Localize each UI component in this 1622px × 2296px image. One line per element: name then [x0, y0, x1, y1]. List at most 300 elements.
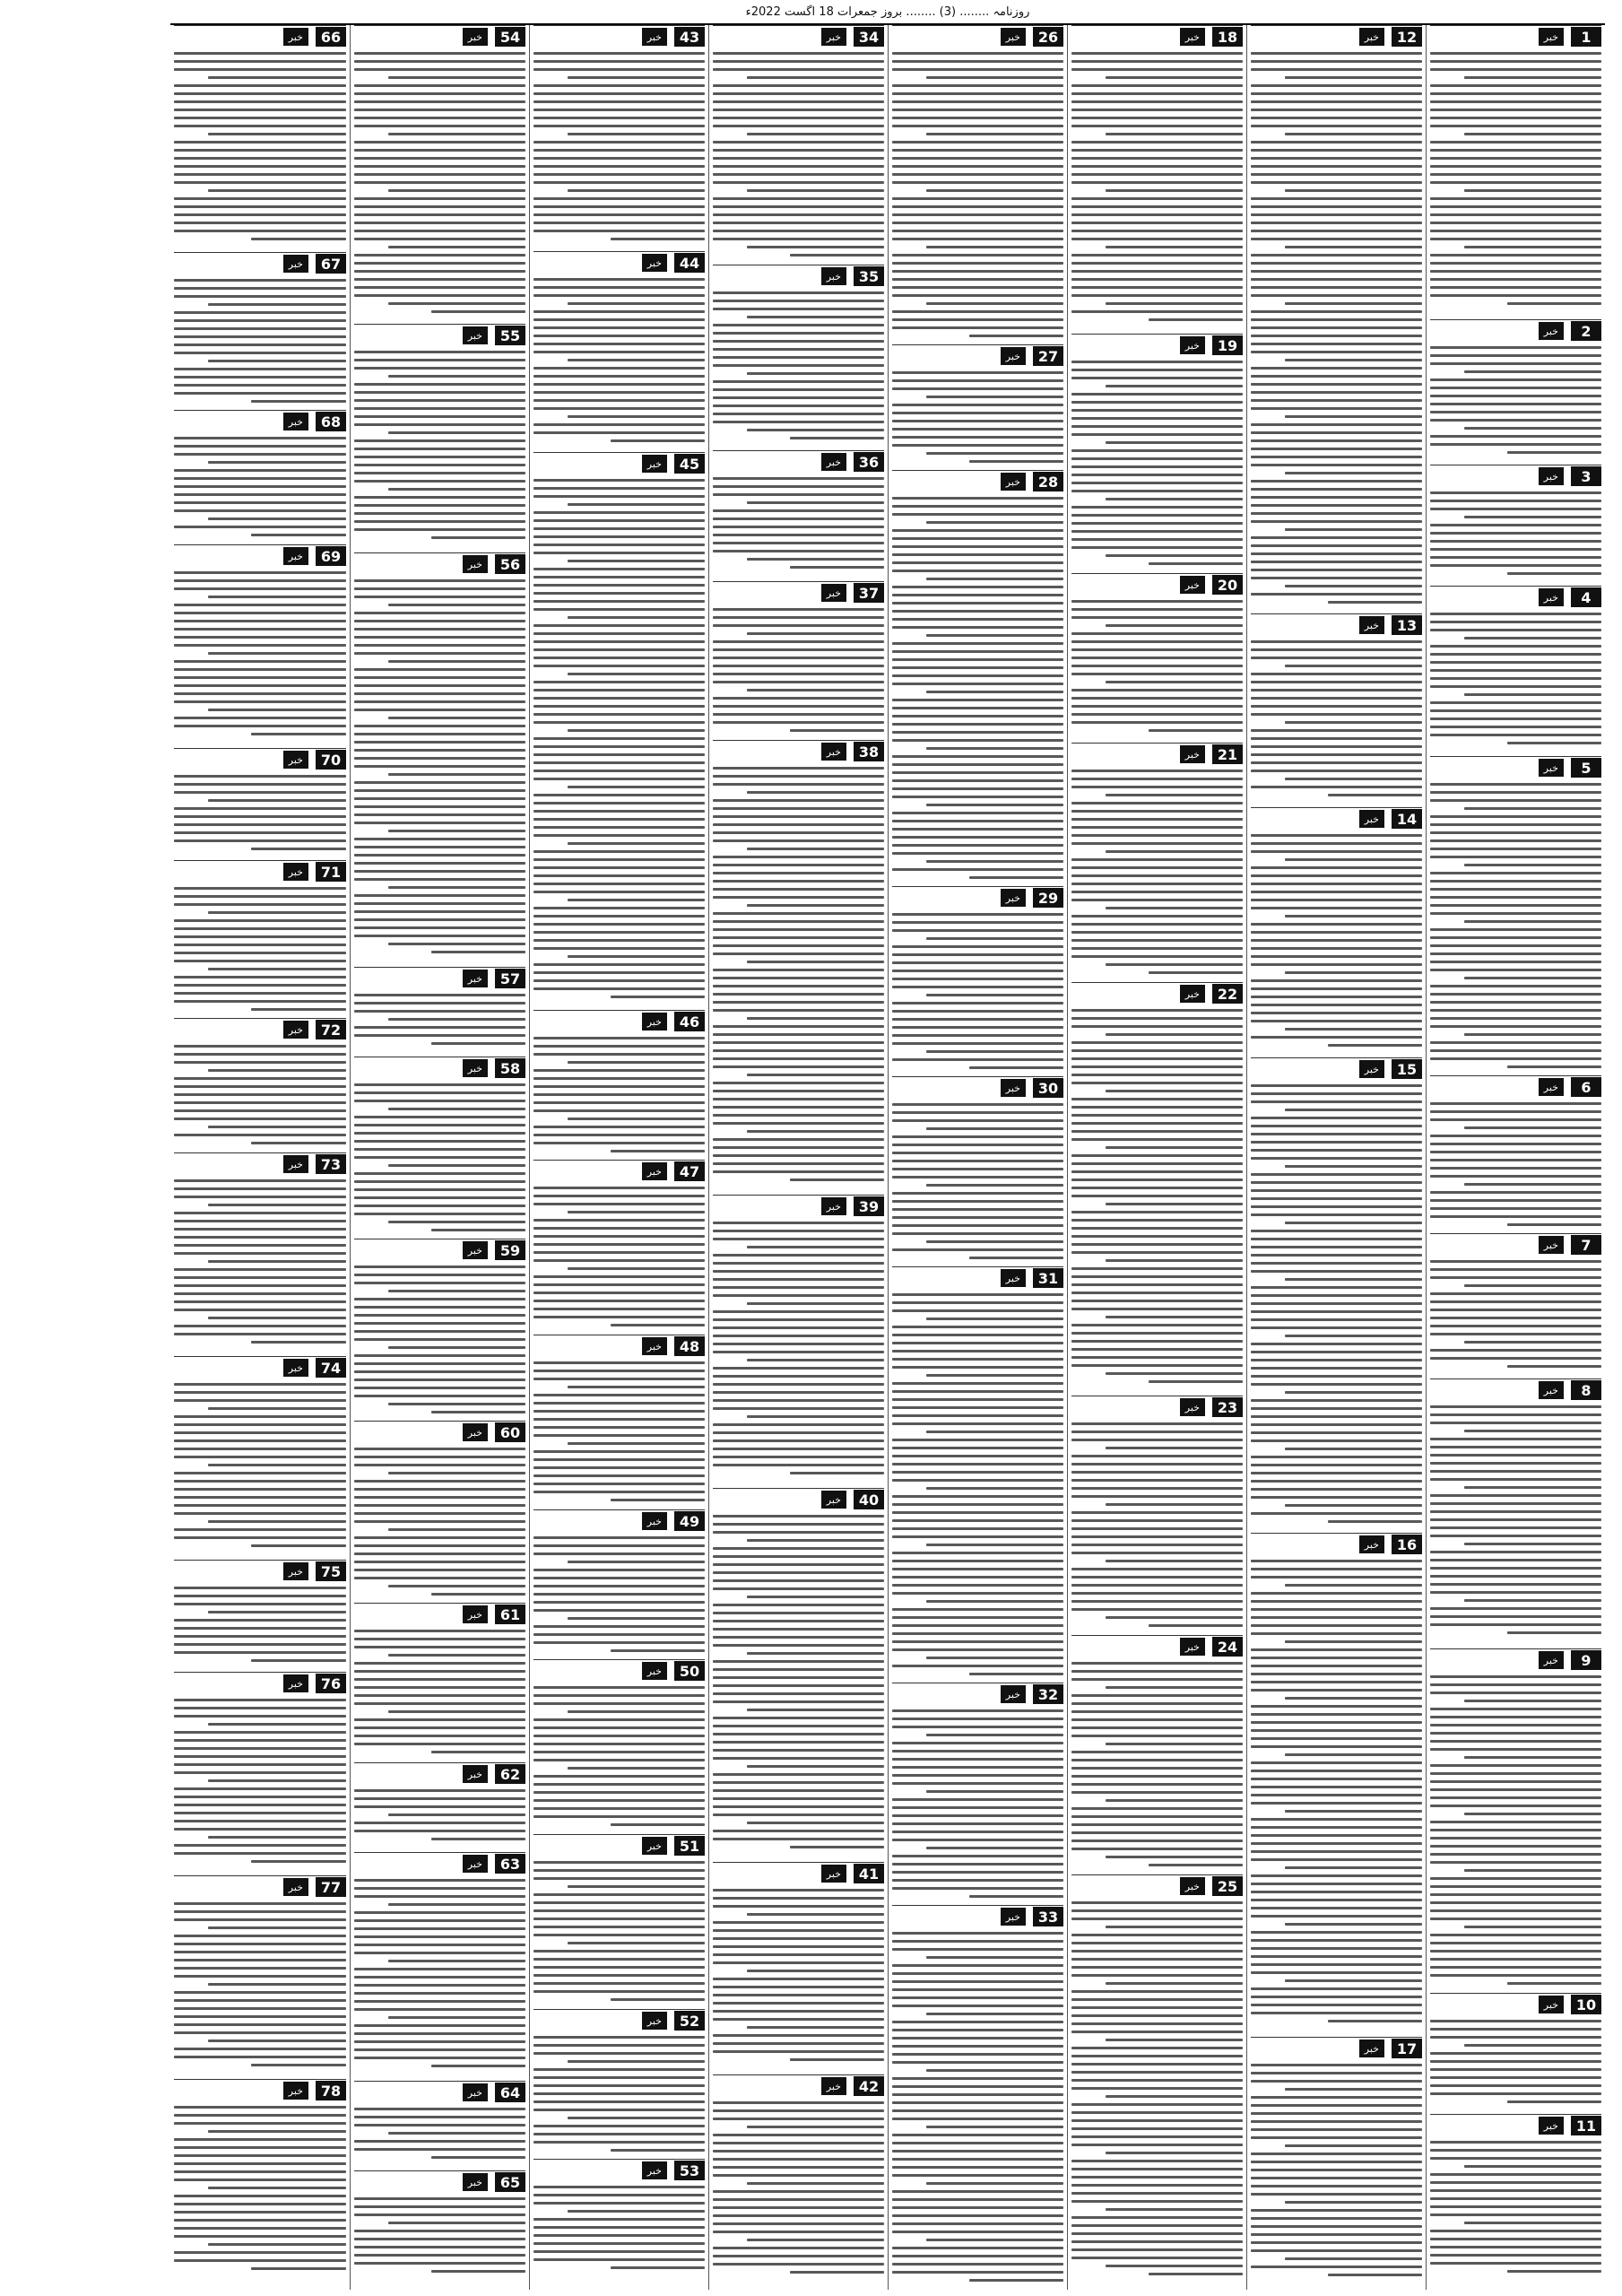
text-line — [533, 2186, 705, 2188]
news-item-number: 44 — [674, 253, 705, 273]
text-line — [969, 2279, 1063, 2282]
text-line — [969, 1257, 1063, 1259]
text-line — [354, 805, 525, 808]
text-line — [533, 737, 705, 740]
text-line — [713, 721, 884, 724]
text-line — [388, 830, 525, 832]
text-line — [892, 1058, 1063, 1061]
text-line — [713, 396, 884, 399]
text-line — [1071, 2144, 1243, 2146]
text-line — [174, 2056, 346, 2058]
text-line — [713, 1431, 884, 1434]
text-line — [1071, 181, 1243, 184]
text-line — [568, 302, 705, 305]
text-line — [713, 205, 884, 208]
text-line — [1430, 1102, 1601, 1105]
news-item-header — [533, 2009, 705, 2031]
text-line — [713, 831, 884, 834]
text-line — [1430, 2092, 1601, 2095]
news-item-number: 48 — [674, 1336, 705, 1356]
section-label: خبر — [1359, 28, 1384, 46]
text-line — [568, 842, 705, 845]
text-line — [1251, 1294, 1422, 1297]
text-line — [354, 1464, 525, 1466]
text-line — [1251, 1117, 1422, 1119]
text-line — [174, 327, 346, 330]
news-item-number: 30 — [1033, 1078, 1063, 1098]
text-line — [1071, 433, 1243, 436]
news-item — [533, 1509, 705, 1657]
text-line — [747, 1913, 884, 1916]
news-item-number: 62 — [495, 1764, 525, 1784]
text-line — [1251, 697, 1422, 700]
text-line — [1071, 1527, 1243, 1530]
text-line — [713, 2231, 884, 2233]
text-line — [568, 1211, 705, 1213]
text-line — [1251, 737, 1422, 740]
text-line — [713, 1343, 884, 1345]
text-line — [1251, 1971, 1422, 1974]
text-line — [1071, 1455, 1243, 1457]
text-line — [1251, 431, 1422, 434]
text-line — [1507, 302, 1601, 305]
text-line — [354, 520, 525, 523]
text-line — [1071, 60, 1243, 63]
text-line — [174, 1252, 346, 1255]
text-line — [431, 310, 525, 313]
text-line — [533, 399, 705, 402]
text-line — [1251, 391, 1422, 394]
news-item-body — [713, 291, 884, 439]
text-line — [354, 2213, 525, 2216]
text-line — [533, 713, 705, 716]
text-line — [713, 985, 884, 987]
section-label: خبر — [642, 1837, 667, 1855]
text-line — [611, 1324, 705, 1326]
text-line — [1464, 1126, 1601, 1129]
text-line — [1464, 1430, 1601, 1432]
text-line — [1430, 2205, 1601, 2208]
text-line — [533, 794, 705, 796]
news-item-header — [1251, 1057, 1422, 1080]
text-line — [1071, 286, 1243, 289]
news-item-header — [892, 25, 1063, 48]
text-line — [1430, 52, 1601, 55]
text-line — [1464, 1756, 1601, 1759]
text-line — [174, 1488, 346, 1491]
news-item — [174, 1672, 346, 1874]
text-line — [251, 238, 346, 240]
text-line — [1285, 1584, 1422, 1587]
text-line — [713, 550, 884, 552]
text-line — [892, 1135, 1063, 1138]
news-item-header — [892, 470, 1063, 492]
news-item-number: 49 — [674, 1511, 705, 1531]
text-line — [1251, 1761, 1422, 1764]
text-line — [568, 616, 705, 619]
text-line — [1430, 1861, 1601, 1864]
text-line — [174, 1448, 346, 1450]
text-line — [174, 1292, 346, 1295]
text-line — [533, 1458, 705, 1461]
text-line — [713, 1773, 884, 1776]
text-line — [174, 1967, 346, 1970]
text-line — [533, 2052, 705, 2055]
text-line — [1464, 1926, 1601, 1928]
text-line — [926, 189, 1063, 192]
text-line — [1430, 1191, 1601, 1194]
text-line — [1328, 2274, 1422, 2276]
text-line — [354, 2238, 525, 2240]
news-item-number: 25 — [1212, 1876, 1243, 1896]
text-line — [354, 359, 525, 361]
text-line — [533, 423, 705, 426]
text-line — [533, 1861, 705, 1864]
news-item-number: 10 — [1571, 1995, 1601, 2014]
text-line — [747, 689, 884, 691]
text-line — [533, 1544, 705, 1547]
news-item-header — [713, 1862, 884, 1884]
text-line — [174, 1415, 346, 1418]
text-line — [892, 929, 1063, 932]
text-line — [1251, 705, 1422, 708]
text-line — [1106, 1799, 1243, 1802]
news-item — [174, 1875, 346, 2077]
news-item-header — [354, 552, 525, 575]
text-line — [1071, 947, 1243, 950]
text-line — [1430, 2213, 1601, 2216]
text-line — [174, 1431, 346, 1434]
text-line — [713, 238, 884, 240]
text-line — [1251, 84, 1422, 87]
text-line — [174, 453, 346, 456]
text-line — [1430, 1494, 1601, 1497]
section-label: خبر — [463, 1423, 488, 1441]
text-line — [1430, 1901, 1601, 1904]
text-line — [1430, 1675, 1601, 1678]
text-line — [388, 604, 525, 606]
text-line — [354, 1010, 525, 1013]
text-line — [1071, 1909, 1243, 1912]
news-item-number: 50 — [674, 1661, 705, 1681]
text-line — [713, 2150, 884, 2152]
text-line — [533, 1807, 705, 1810]
text-line — [969, 1895, 1063, 1898]
text-line — [533, 294, 705, 297]
text-line — [892, 820, 1063, 822]
text-line — [1071, 657, 1243, 659]
text-line — [1430, 165, 1601, 168]
section-label: خبر — [1180, 336, 1205, 354]
text-line — [713, 1684, 884, 1687]
news-item-body — [1430, 1102, 1601, 1226]
text-line — [926, 2239, 1063, 2241]
text-line — [713, 1456, 884, 1458]
text-line — [568, 1767, 705, 1770]
text-line — [713, 1644, 884, 1647]
text-line — [1285, 915, 1422, 918]
text-line — [1149, 562, 1243, 565]
text-line — [892, 986, 1063, 988]
text-line — [713, 2002, 884, 2005]
text-line — [1430, 346, 1601, 349]
text-line — [1251, 117, 1422, 119]
news-item-header — [354, 1852, 525, 1874]
text-line — [1071, 810, 1243, 813]
section-label: خبر — [821, 2077, 846, 2095]
text-line — [1430, 2084, 1601, 2087]
text-line — [713, 2018, 884, 2021]
news-item-body — [354, 2197, 525, 2273]
section-label: خبر — [1001, 473, 1026, 491]
text-line — [1251, 205, 1422, 208]
text-line — [354, 157, 525, 160]
text-line — [1251, 2169, 1422, 2171]
text-line — [1251, 2177, 1422, 2179]
news-item-number: 59 — [495, 1240, 525, 1260]
text-line — [892, 310, 1063, 313]
text-line — [713, 1937, 884, 1940]
text-line — [1071, 1154, 1243, 1157]
text-line — [174, 927, 346, 930]
text-line — [713, 2109, 884, 2112]
text-line — [713, 1375, 884, 1378]
text-line — [1430, 548, 1601, 551]
text-line — [1251, 2120, 1422, 2123]
text-line — [1071, 1300, 1243, 1302]
text-line — [1328, 1520, 1422, 1523]
news-item-body — [174, 1699, 346, 1863]
text-line — [892, 117, 1063, 119]
text-line — [1251, 2193, 1422, 2196]
section-label: خبر — [821, 1865, 846, 1883]
text-line — [1430, 1413, 1601, 1416]
text-line — [1106, 76, 1243, 79]
news-item-body — [533, 1037, 705, 1152]
section-label: خبر — [642, 1013, 667, 1031]
text-line — [1251, 1802, 1422, 1805]
text-line — [611, 238, 705, 240]
text-line — [1071, 1471, 1243, 1474]
text-line — [1106, 2152, 1243, 2154]
section-label: خبر — [463, 970, 488, 987]
text-line — [174, 1587, 346, 1589]
text-line — [713, 920, 884, 923]
text-line — [533, 2242, 705, 2245]
text-line — [1071, 883, 1243, 885]
text-line — [251, 534, 346, 536]
text-line — [1430, 500, 1601, 502]
news-item-body — [174, 437, 346, 536]
text-line — [533, 1726, 705, 1729]
text-line — [713, 1335, 884, 1337]
text-line — [533, 987, 705, 990]
text-line — [354, 399, 525, 402]
text-line — [251, 1008, 346, 1011]
text-line — [354, 749, 525, 752]
text-line — [1071, 2224, 1243, 2227]
text-line — [1430, 508, 1601, 510]
text-line — [1507, 1223, 1601, 1226]
text-line — [1071, 1767, 1243, 1770]
text-line — [533, 222, 705, 224]
text-line — [354, 439, 525, 442]
section-label: خبر — [463, 1059, 488, 1077]
text-line — [1430, 270, 1601, 273]
text-line — [1251, 165, 1422, 168]
text-line — [174, 1627, 346, 1630]
text-line — [1285, 1810, 1422, 1813]
text-line — [1464, 1183, 1601, 1186]
text-line — [713, 2101, 884, 2104]
text-line — [533, 1799, 705, 1802]
text-line — [174, 1999, 346, 2002]
text-line — [533, 1426, 705, 1429]
news-item — [1430, 319, 1601, 463]
text-line — [354, 1638, 525, 1640]
text-line — [354, 1496, 525, 1499]
text-line — [1285, 76, 1422, 79]
text-line — [1285, 971, 1422, 974]
text-line — [713, 1138, 884, 1141]
text-line — [713, 1351, 884, 1353]
news-item — [174, 748, 346, 858]
text-line — [1430, 1357, 1601, 1360]
text-line — [1430, 109, 1601, 111]
text-line — [533, 1187, 705, 1189]
news-item-number: 53 — [674, 2161, 705, 2180]
text-line — [892, 1988, 1063, 1991]
news-item-number: 63 — [495, 1854, 525, 1874]
text-line — [431, 1593, 525, 1596]
text-line — [713, 888, 884, 891]
section-label: خبر — [1359, 1535, 1384, 1553]
text-line — [611, 2266, 705, 2269]
text-line — [1430, 1591, 1601, 1594]
news-item-header — [174, 544, 346, 567]
text-line — [1071, 1187, 1243, 1189]
text-line — [1071, 141, 1243, 144]
text-line — [174, 944, 346, 946]
text-line — [174, 903, 346, 906]
text-line — [533, 1686, 705, 1689]
text-line — [174, 1212, 346, 1214]
text-line — [1251, 512, 1422, 515]
text-line — [1251, 1632, 1422, 1635]
news-item-header — [1071, 25, 1243, 48]
text-line — [533, 173, 705, 176]
text-line — [354, 1116, 525, 1118]
text-line — [1106, 850, 1243, 853]
text-line — [1071, 1990, 1243, 1993]
news-item-body — [354, 351, 525, 539]
text-line — [533, 552, 705, 554]
text-line — [1251, 1745, 1422, 1748]
text-line — [251, 848, 346, 850]
text-line — [892, 1293, 1063, 1296]
text-line — [1251, 1310, 1422, 1313]
text-line — [533, 1434, 705, 1437]
news-item-header — [1251, 807, 1422, 830]
text-line — [1071, 1122, 1243, 1125]
text-line — [1430, 1057, 1601, 1060]
text-line — [713, 1057, 884, 1060]
text-line — [713, 1098, 884, 1100]
text-line — [713, 1830, 884, 1832]
text-line — [892, 2118, 1063, 2120]
text-line — [568, 1442, 705, 1445]
text-line — [713, 413, 884, 415]
text-line — [1430, 1300, 1601, 1303]
text-line — [713, 1041, 884, 1044]
text-line — [713, 1692, 884, 1695]
text-line — [892, 1839, 1063, 1841]
text-line — [892, 2150, 1063, 2152]
text-line — [1464, 920, 1601, 923]
text-line — [1430, 2020, 1601, 2022]
text-line — [174, 352, 346, 354]
text-line — [892, 197, 1063, 200]
text-line — [1251, 262, 1422, 265]
text-line — [1430, 1478, 1601, 1481]
text-line — [354, 2000, 525, 2003]
text-line — [1430, 1788, 1601, 1791]
text-line — [1285, 721, 1422, 724]
text-line — [713, 912, 884, 915]
text-line — [1251, 230, 1422, 232]
text-line — [354, 197, 525, 200]
text-line — [1430, 286, 1601, 289]
text-line — [1430, 1118, 1601, 1121]
text-line — [354, 1702, 525, 1705]
text-line — [354, 838, 525, 840]
text-line — [747, 961, 884, 963]
news-item-header — [713, 1195, 884, 1217]
text-line — [354, 725, 525, 727]
text-line — [388, 1960, 525, 1962]
news-item-body — [1071, 1009, 1243, 1383]
news-item — [892, 1683, 1063, 1903]
text-line — [892, 1439, 1063, 1441]
text-line — [713, 1838, 884, 1840]
text-line — [892, 109, 1063, 111]
text-line — [354, 1002, 525, 1004]
text-line — [713, 348, 884, 351]
text-line — [1071, 1710, 1243, 1713]
text-line — [892, 428, 1063, 430]
news-item-number: 34 — [854, 27, 884, 47]
news-item — [1071, 573, 1243, 741]
text-line — [892, 1624, 1063, 1627]
text-line — [174, 157, 346, 160]
news-item-number: 46 — [674, 1012, 705, 1031]
text-line — [1464, 693, 1601, 696]
text-line — [1071, 117, 1243, 119]
text-line — [1251, 181, 1422, 184]
text-line — [892, 953, 1063, 956]
text-line — [747, 133, 884, 135]
text-line — [1071, 600, 1243, 603]
text-line — [354, 1718, 525, 1721]
news-item-header — [533, 251, 705, 274]
text-line — [892, 1018, 1063, 1021]
news-item-number: 23 — [1212, 1397, 1243, 1417]
text-line — [1251, 1834, 1422, 1837]
text-line — [388, 375, 525, 378]
text-line — [1464, 1033, 1601, 1036]
news-item — [174, 1018, 346, 1151]
text-line — [892, 715, 1063, 718]
